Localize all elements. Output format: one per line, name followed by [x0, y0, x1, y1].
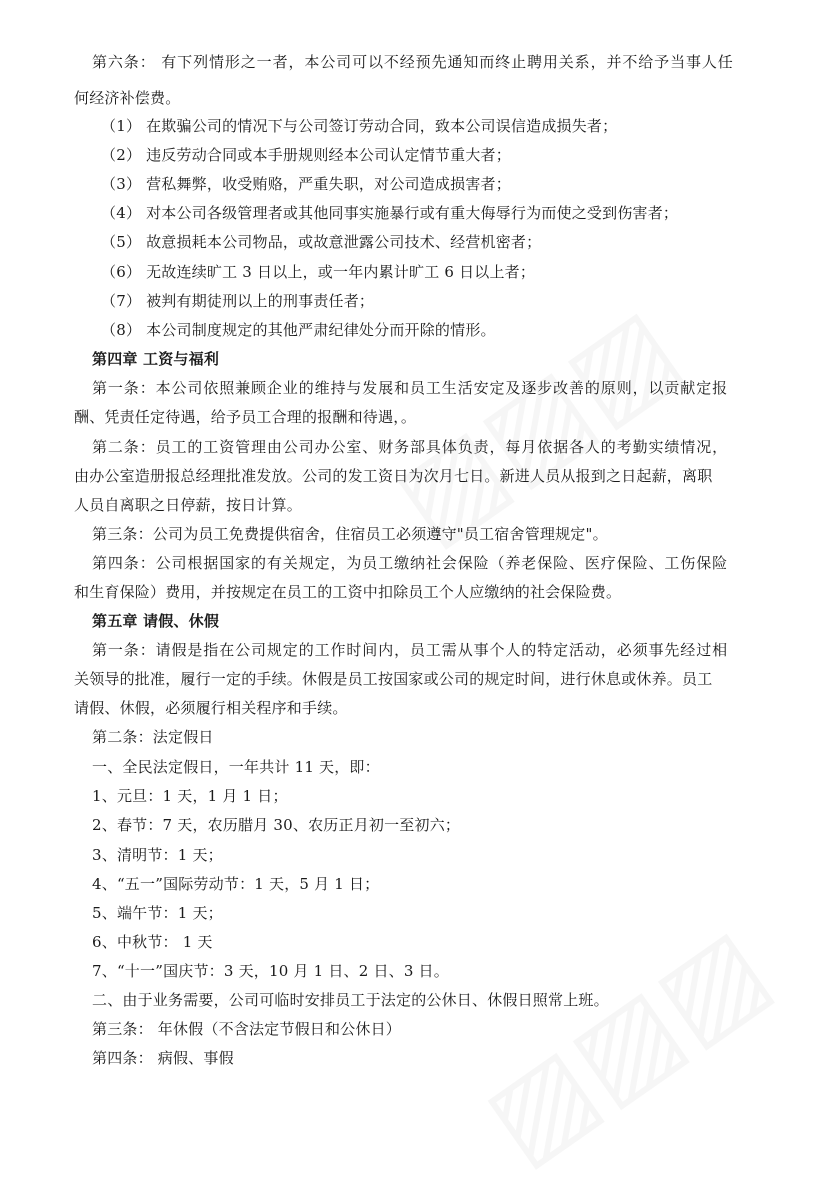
ch5-article-4: 第四条： 病假、事假 — [92, 1049, 234, 1067]
ch5-article-1-line-1: 第一条：请假是指在公司规定的工作时间内，员工需从事个人的特定活动，必须事先经过相 — [92, 641, 729, 659]
ch5-article-1-line-2: 关领导的批准，履行一定的手续。休假是员工按国家或公司的规定时间，进行休息或休养。员工 — [74, 670, 713, 688]
holiday-item-6: 6、中秋节： 1 天 — [92, 933, 213, 951]
ch4-article-2-line-1: 第二条：员工的工资管理由公司办公室、财务部具体负责，每月依据各人的考勤实绩情况， — [92, 438, 729, 456]
list-item-6: （6） 无故连续旷工 3 日以上，或一年内累计旷工 6 日以上者； — [101, 263, 536, 281]
ch4-article-1-line-1: 第一条：本公司依照兼顾企业的维持与发展和员工生活安定及逐步改善的原则，以贡献定报 — [92, 379, 729, 397]
watermark — [461, 902, 790, 1186]
list-item-1: （1） 在欺骗公司的情况下与公司签订劳动合同，致本公司误信造成损失者； — [101, 117, 618, 135]
holiday-note: 二、由于业务需要，公司可临时安排员工于法定的公休日、休假日照常上班。 — [92, 991, 609, 1009]
chapter-4-heading: 第四章 工资与福利 — [92, 350, 220, 368]
ch4-article-4-line-2: 和生育保险）费用，并按规定在员工的工资中扣除员工个人应缴纳的社会保险费。 — [74, 583, 622, 601]
holiday-item-3: 3、清明节：1 天； — [92, 846, 223, 864]
ch4-article-2-line-2: 由办公室造册报总经理批准发放。公司的发工资日为次月七日。新进人员从报到之日起薪，离职 — [74, 467, 713, 485]
holiday-intro: 一、全民法定假日，一年共计 11 天，即： — [92, 758, 380, 776]
holiday-item-5: 5、端午节：1 天； — [92, 904, 223, 922]
ch5-article-1-line-3: 请假、休假，必须履行相关程序和手续。 — [74, 699, 348, 717]
holiday-item-4: 4、“五一”国际劳动节：1 天，5 月 1 日； — [92, 875, 380, 893]
list-item-5: （5） 故意损耗本公司物品，或故意泄露公司技术、经营机密者； — [101, 233, 542, 251]
ch4-article-4-line-1: 第四条：公司根据国家的有关规定，为员工缴纳社会保险（养老保险、医疗保险、工伤保险 — [92, 554, 729, 572]
holiday-item-2: 2、春节：7 天，农历腊月 30、农历正月初一至初六； — [92, 816, 461, 834]
article-6-line-2: 何经济补偿费。 — [74, 89, 181, 107]
list-item-7: （7） 被判有期徒刑以上的刑事责任者； — [101, 292, 375, 310]
holiday-item-7: 7、“十一”国庆节：3 天，10 月 1 日、2 日、3 日。 — [92, 962, 449, 980]
ch4-article-3: 第三条：公司为员工免费提供宿舍，住宿员工必须遵守"员工宿舍管理规定"。 — [92, 525, 608, 543]
chapter-5-heading: 第五章 请假、休假 — [92, 612, 220, 630]
list-item-4: （4） 对本公司各级管理者或其他同事实施暴行或有重大侮辱行为而使之受到伤害者； — [101, 204, 679, 222]
article-6-line-1: 第六条： 有下列情形之一者，本公司可以不经预先通知而终止聘用关系，并不给予当事人任 — [92, 53, 734, 71]
list-item-2: （2） 违反劳动合同或本手册规则经本公司认定情节重大者； — [101, 146, 511, 164]
list-item-8: （8） 本公司制度规定的其他严肃纪律处分而开除的情形。 — [101, 321, 496, 339]
holiday-item-1: 1、元旦：1 天，1 月 1 日； — [92, 787, 288, 805]
ch5-article-2: 第二条：法定假日 — [92, 728, 214, 746]
ch5-article-3: 第三条： 年休假（不含法定节假日和公休日） — [92, 1020, 401, 1038]
ch4-article-2-line-3: 人员自离职之日停薪，按日计算。 — [74, 496, 303, 514]
list-item-3: （3） 营私舞弊，收受贿赂，严重失职，对公司造成损害者； — [101, 175, 511, 193]
ch4-article-1-line-2: 酬、凭责任定待遇，给予员工合理的报酬和待遇，。 — [74, 408, 417, 426]
